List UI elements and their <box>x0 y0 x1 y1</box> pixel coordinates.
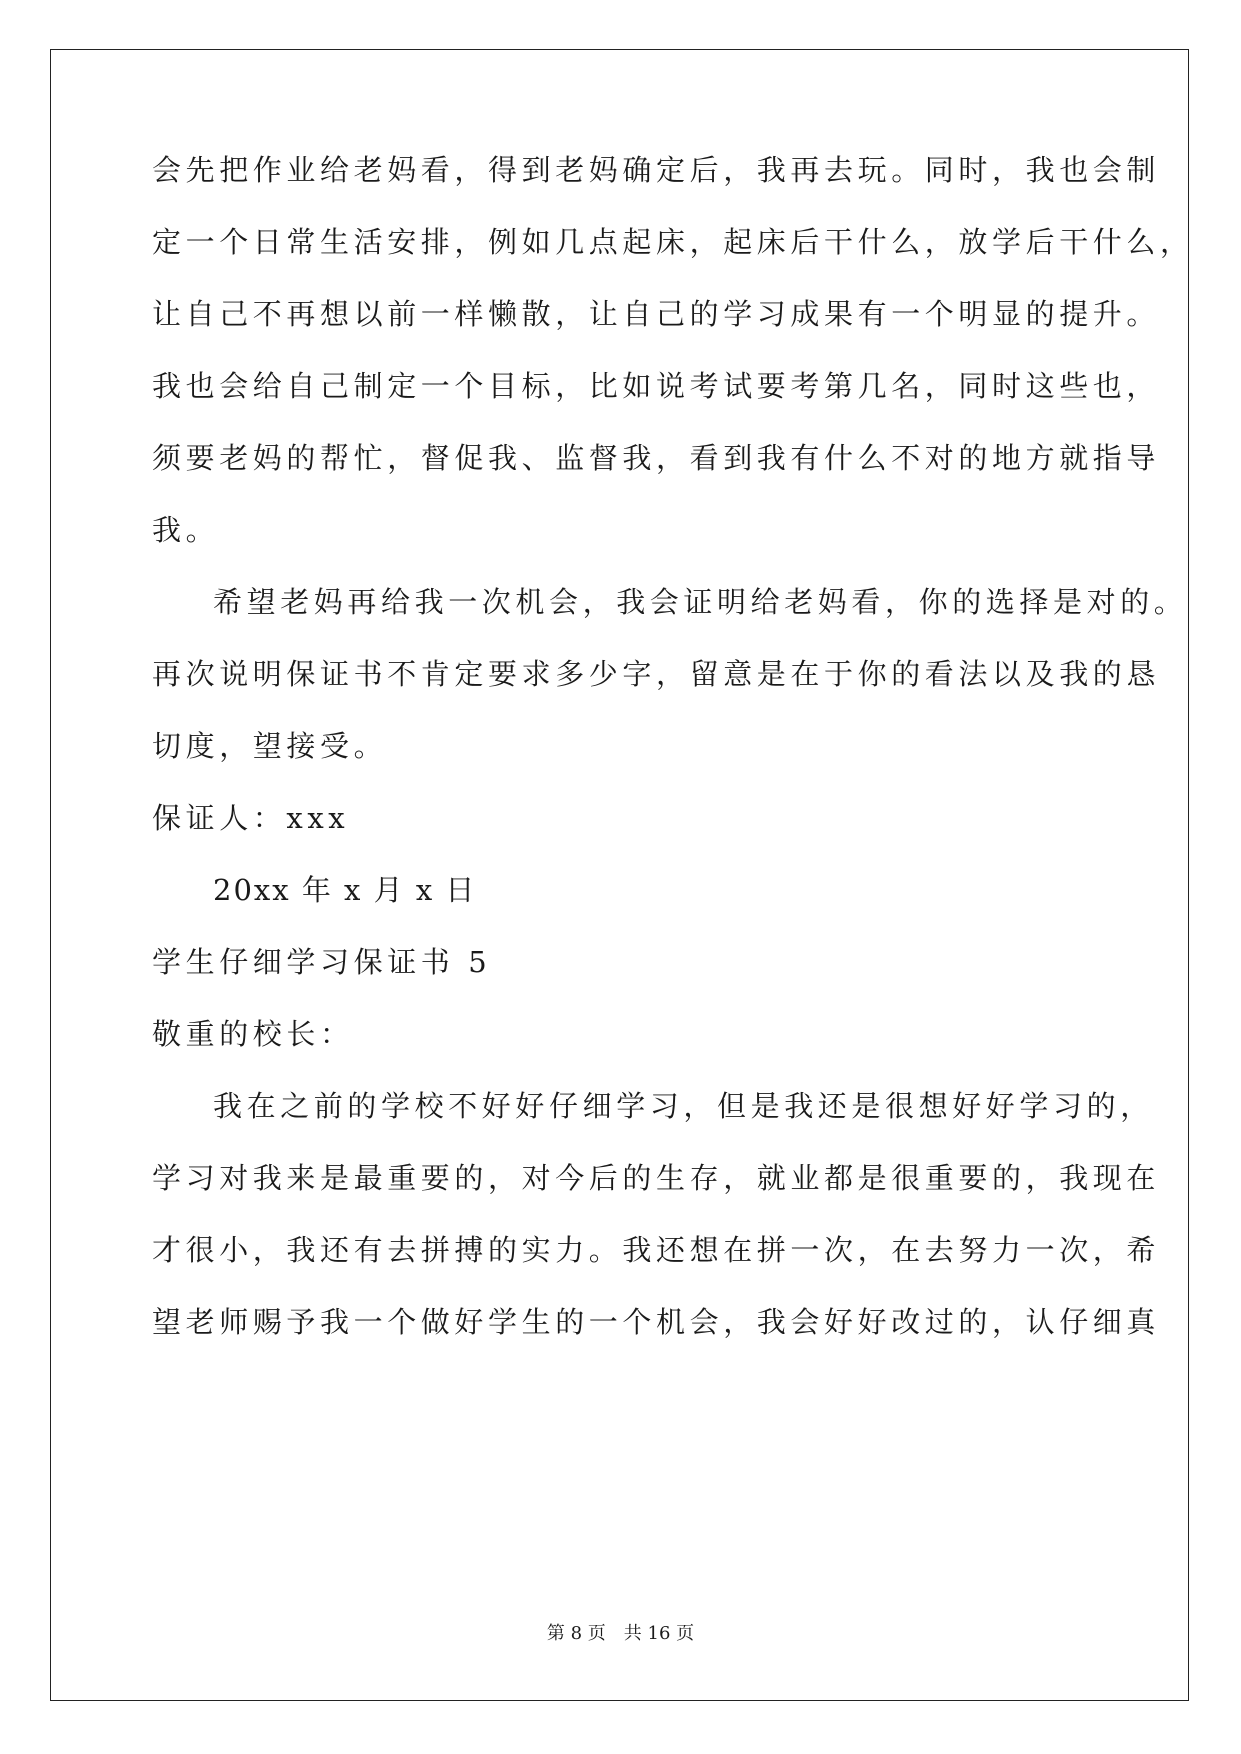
body-line-1: 会先把作业给老妈看，得到老妈确定后，我再去玩。同时，我也会制 <box>152 153 1161 187</box>
salutation-line: 敬重的校长： <box>152 1017 354 1051</box>
body-line-8: 再次说明保证书不肯定要求多少字，留意是在于你的看法以及我的恳 <box>152 657 1161 691</box>
body-line-9: 切度，望接受。 <box>152 729 388 763</box>
body-line-17: 望老师赐予我一个做好学生的一个机会，我会好好改过的，认仔细真 <box>152 1305 1161 1339</box>
page-footer <box>0 1622 1241 1646</box>
body-line-6: 我。 <box>152 513 220 547</box>
paragraph-start-line: 希望老妈再给我一次机会，我会证明给老妈看，你的选择是对的。 <box>213 585 1188 619</box>
page-number-current: 第 8 页 <box>546 1623 606 1644</box>
signatory-line: 保证人：xxx <box>152 801 350 835</box>
paragraph-start-line: 我在之前的学校不好好仔细学习，但是我还是很想好好学习的， <box>213 1089 1154 1123</box>
page-number-total: 共 16 页 <box>623 1623 695 1644</box>
section-heading: 学生仔细学习保证书 5 <box>152 945 492 979</box>
body-line-2: 定一个日常生活安排，例如几点起床，起床后干什么，放学后干什么， <box>152 225 1194 259</box>
body-line-15: 学习对我来是最重要的，对今后的生存，就业都是很重要的，我现在 <box>152 1161 1161 1195</box>
body-line-16: 才很小，我还有去拼搏的实力。我还想在拼一次，在去努力一次，希 <box>152 1233 1161 1267</box>
body-line-3: 让自己不再想以前一样懒散，让自己的学习成果有一个明显的提升。 <box>152 297 1161 331</box>
body-line-4: 我也会给自己制定一个目标，比如说考试要考第几名，同时这些也， <box>152 369 1161 403</box>
date-line: 20xx 年 x 月 x 日 <box>213 873 477 907</box>
body-line-5: 须要老妈的帮忙，督促我、监督我，看到我有什么不对的地方就指导 <box>152 441 1161 475</box>
